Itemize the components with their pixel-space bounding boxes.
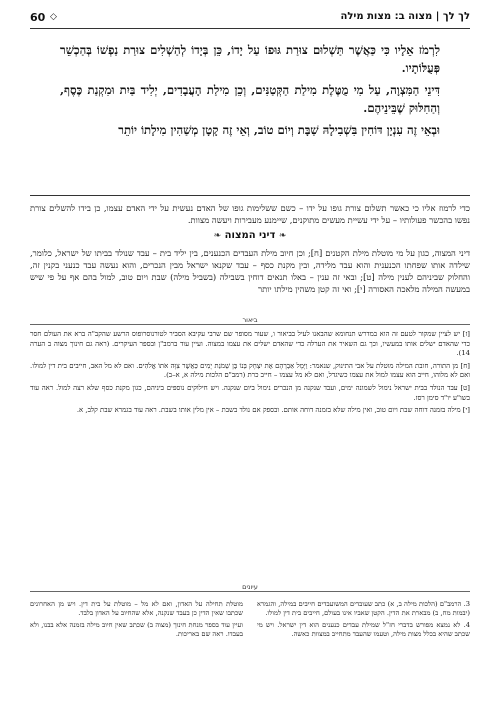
- main-text-line: לִרְמֹז אֵלָיו כִּי כַּאֲשֶׁר תַּשְׁלוּם צוּרַת גּוּפוֹ עַל יָדוֹ, כֵּן בְּיָדוֹ לְהַשְׁלִים צוּרַת נַפְשׁוֹ בְּהַכְשֵׁר פְּעֻלּוֹתָיו.: [60, 43, 440, 75]
- notes-divider-label: ביאור: [239, 316, 262, 324]
- bottom-divider-label: עיונים: [238, 583, 262, 591]
- main-text-line: דִּינֵי הַמִּצְוָה, עַל מִי מֻטֶּלֶת מִילַת הַקְּטַנִּים, וְכֵן מִילַת הָעֲבָדִים, יְלִיד בַּיִת וּמִקְנַת כֶּסֶף, וְהַחִלּוּק שֶׁבֵּינֵיהֶם.: [60, 83, 440, 115]
- running-title: לך לך | מצוה ב: מצות מילה: [340, 11, 470, 22]
- page-number: 60: [30, 11, 46, 24]
- note-item: [י] מילה בזמנה דוחה שבת ויום טוב, ואין מילה שלא בזמנה דוחה אותם. ובספק אם נולד בשבת – אין מלין אותו בשבת. ראה עוד בגמרא שבת קלב, א.: [76, 406, 470, 415]
- commentary-intro: כדי לרמוז אליו כי כאשר תשלום צורת גופו על ידו – כשם ששלימות גופו של האדם נעשית על ידי האדם עצמו, כן בידו להשלים צורת נפשו בהכשר פעולותיו – על ידי עשיית מעשים מתוקנים, שיימנע מעבירות ויעשה מצוות.: [30, 203, 470, 226]
- note-item: [ט] עבד הנולד בבית ישראל נימול לשמונה ימים, ועבד שנקנה מן הנכרים נימול ביום שנקנה. ויש חילוקים נוספים ביניהם, כגון מקנת כסף שלא רצה למול. ראה עוד בשו"ע יו"ד סימן רסז.: [30, 383, 470, 402]
- right-column: [257, 600, 470, 641]
- ornament-icon: ❧: [213, 231, 222, 242]
- ornament-icon: ❧: [278, 231, 287, 242]
- commentary: [30, 195, 470, 295]
- main-text: [60, 42, 440, 145]
- left-column: [30, 600, 243, 641]
- bottom-columns: [30, 596, 470, 714]
- note-item: [ז] יש לציין שמקור לטעם זה הוא במדרש תנחומא שהבאנו לעיל בביאור ו, שעור מסופר שם שרבי עקיבא הסביר לטורנוסרופוס הרשע שהקב"ה ברא את העולם חסר כדי שהאדם ישלים אותו במעשיו, וכך גם השאיר את הערלה כדי שהאדם ישלים את עצמו במצוה. ועיין עוד ברמב"ן ובספר העיקרים. (ראה גם חינוך מצוה ב הערה 14).: [30, 330, 470, 358]
- commentary-body: דיני המצוה, כגון על מי מוטלת מילת הקטנים [ח]; וכן חיוב מילת העבדים הכנענים, בין יליד בית – עבד שנולד בביתו של ישראל, כלומר, שילדה אותו שפחתו הכנענית והוא עבד מלידה, ובין מקנת כסף – עבד שקנאו ישראל מבין הנכרים, והוא נעשה עבד כנעני בקנין זה, והחלוק שביניהם לענין מילה [ט]; ובאי זה ענין – באלו תנאים דוחין בשבילה (בשביל מילה) שבת ויום טוב, למול בהם אף על פי שיש במעשה המילה מלאכה האסורה [י]; ואי זה קטן משהין מילתו יותר: [30, 247, 470, 295]
- bottom-divider: [30, 583, 470, 592]
- notes-section: [30, 330, 470, 419]
- notes-divider: [30, 316, 470, 325]
- note-item: [ח] מן התורה, חובת המילה מוטלת על אבי התינוק, שנאמר: וַיָּמָל אַבְרָהָם אֶת יִצְחָק בְּנוֹ בֶּן שְׁמֹנַת יָמִים כַּאֲשֶׁר צִוָּה אֹתוֹ אֱלֹהִים. ואם לא מל האב, חייבים בית דין למולו. ואם לא מלוהו, חייב הוא עצמו למול את עצמו כשיגדל, ואם לא מל עצמו – חייב כרת (רמב"ם הלכות מילה א, א–ב).: [30, 361, 470, 380]
- column-note: 3. הרמב"ם (הלכות מילה ב, א) כתב שעובדים המשועבדים חייבים במילה, והגמרא (יבמות מח, ב) מבארת את הדין. הקטן שאביו אינו בעולם, חייבים בית דין למולו.: [257, 600, 470, 618]
- section-title: דיני המצוה: [224, 230, 276, 242]
- running-header: [30, 10, 470, 29]
- section-heading: [30, 230, 470, 242]
- column-note: מוטלת תחילה על האדון, ואם לא מל – מוטלת על בית דין. ויש מן האחרונים שכתבו שאין הדין כן בעבד שנקנה, אלא שהחיוב על האדון בלבד.: [30, 600, 243, 618]
- column-note: ועיין עוד בספר מנחת חינוך (מצוה ב) שכתב שאין חיוב מילה בזמנה אלא בבנו, ולא בעבדו. ראה שם באריכות.: [30, 620, 243, 638]
- main-text-line: וּבְאֵי זֶה עִנְיָן דּוֹחִין בִּשְׁבִילָהּ שַׁבָּת וְיוֹם טוֹב, וְאֵי זֶה קָטָן מְשַׁהִין מִילָתוֹ יוֹתֵר: [118, 123, 440, 137]
- diamond-icon: ◇: [50, 12, 57, 22]
- column-note: 4. לא נמצא מפורש בדברי חז"ל שמילת עבדים כנענים הוא דין ישראל. ויש מי שכתב שהיא בכלל מצות מילה, וטעמו שהעבד מתחייב במצוות כאשה.: [257, 620, 470, 638]
